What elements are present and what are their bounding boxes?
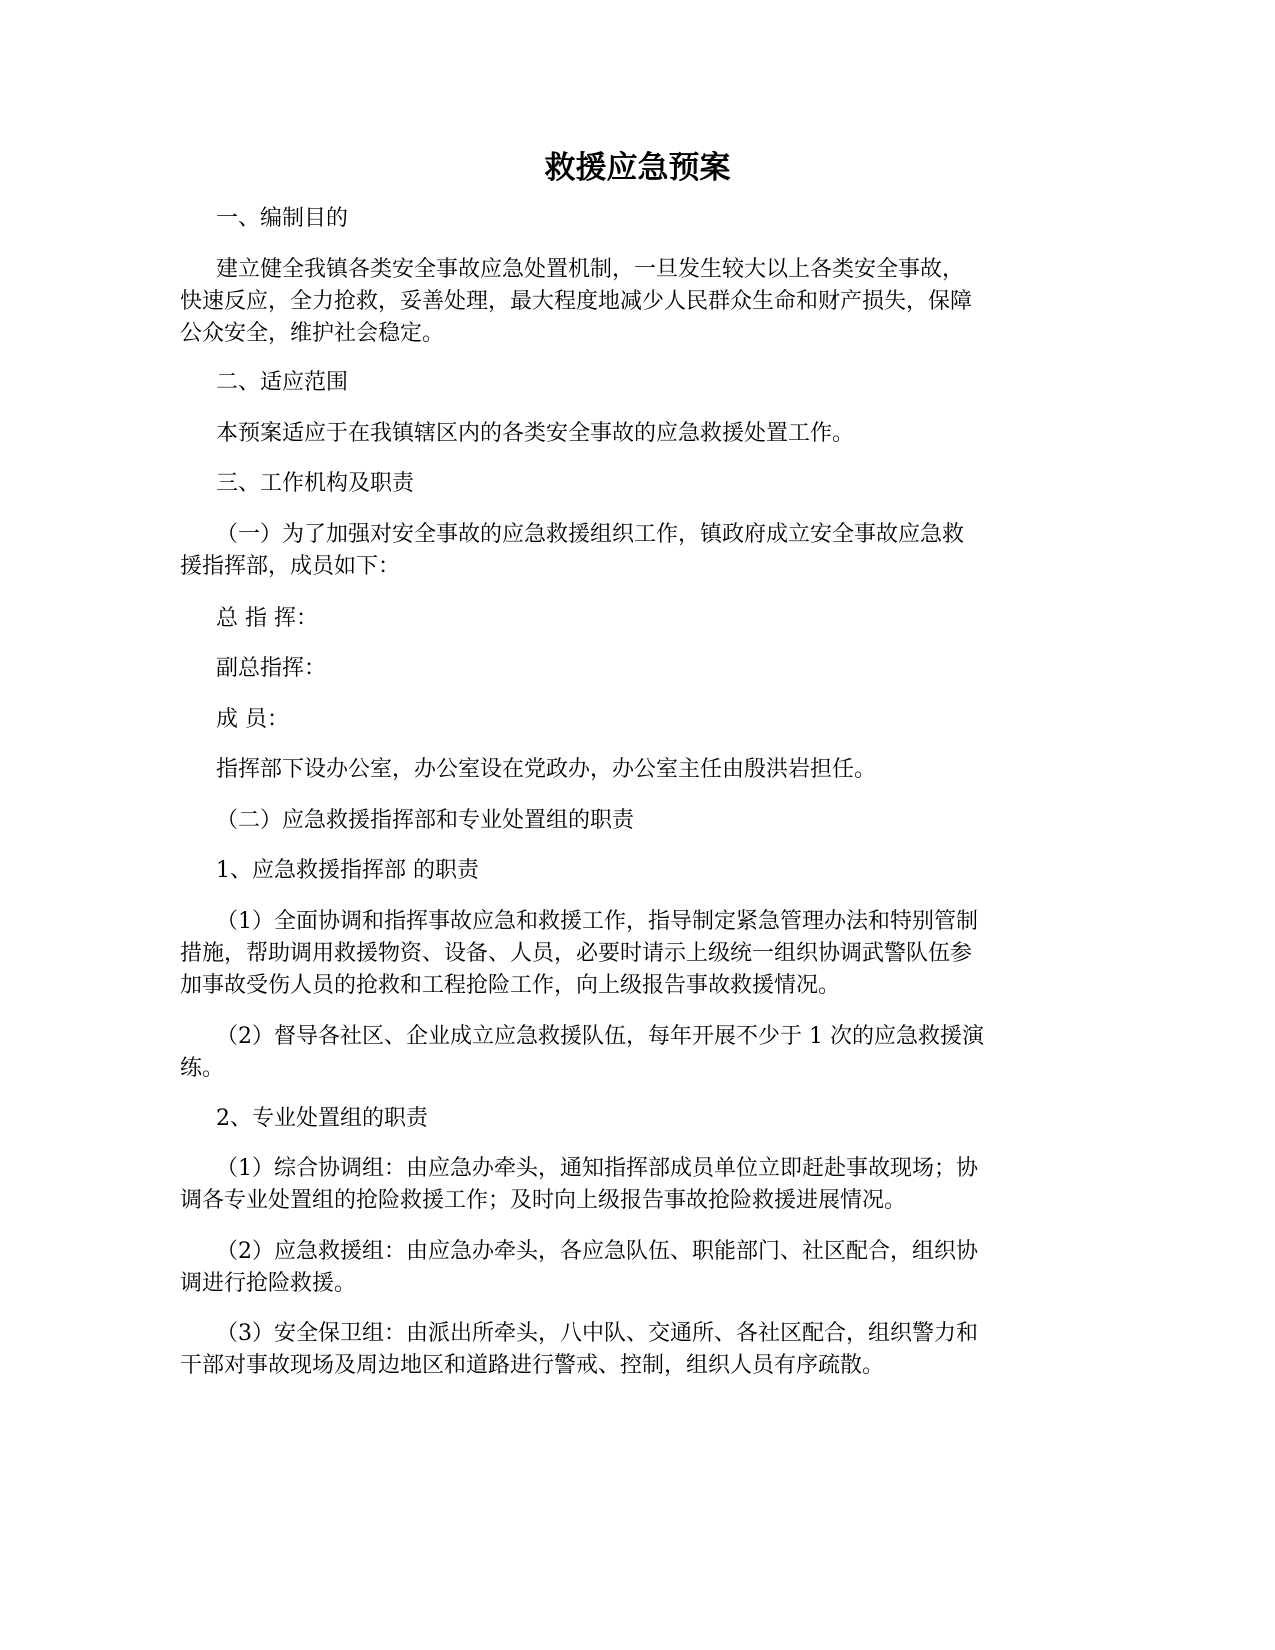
paragraph-line: 公众安全，维护社会稳定。: [180, 321, 445, 346]
paragraph-line: 一、编制目的: [216, 206, 349, 231]
paragraph-line: 加事故受伤人员的抢救和工程抢险工作，向上级报告事故救援情况。: [180, 973, 841, 998]
paragraph-line: （一）为了加强对安全事故的应急救援组织工作，镇政府成立安全事故应急救: [216, 522, 965, 547]
paragraph-sec2-body: [180, 418, 1080, 450]
paragraph-duty2-3: [180, 1318, 1080, 1382]
paragraph-line: 总 指 挥：: [216, 606, 318, 631]
paragraph-sec2-heading: [180, 367, 1080, 399]
paragraph-sec3-heading: [180, 468, 1080, 500]
paragraph-line: 副总指挥：: [216, 656, 327, 681]
paragraph-line: 调各专业处置组的抢险救援工作；及时向上级报告事故抢险救援进展情况。: [180, 1188, 907, 1213]
paragraph-duty1-2: [180, 1021, 1080, 1085]
paragraph-line: 调进行抢险救援。: [180, 1271, 357, 1296]
paragraph-duty1-heading: [180, 855, 1080, 887]
paragraph-line: 措施，帮助调用救援物资、设备、人员，必要时请示上级统一组织协调武警队伍参: [180, 941, 973, 966]
paragraph-sec1-body: [180, 254, 1080, 350]
paragraph-line: 练。: [180, 1056, 225, 1081]
paragraph-line: 快速反应，全力抢救，妥善处理，最大程度地减少人民群众生命和财产损失，保障: [180, 289, 973, 314]
paragraph-members: [180, 704, 1080, 736]
paragraph-line: 2、专业处置组的职责: [216, 1106, 428, 1131]
paragraph-duty2-1: [180, 1153, 1080, 1217]
paragraph-line: 三、工作机构及职责: [216, 471, 415, 496]
paragraph-line: （3）安全保卫组：由派出所牵头，八中队、交通所、各社区配合，组织警力和: [216, 1321, 978, 1346]
paragraph-line: 建立健全我镇各类安全事故应急处置机制，一旦发生较大以上各类安全事故，: [216, 257, 965, 282]
paragraph-line: （1）全面协调和指挥事故应急和救援工作，指导制定紧急管理办法和特别管制: [216, 909, 978, 934]
paragraph-duty2-2: [180, 1236, 1080, 1300]
paragraph-duty2-heading: [180, 1103, 1080, 1135]
paragraph-sec3-2: [180, 805, 1080, 837]
paragraph-deputy-commander: [180, 653, 1080, 685]
paragraph-line: 援指挥部，成员如下：: [180, 554, 401, 579]
paragraph-sec3-1: [180, 519, 1080, 583]
paragraph-commander: [180, 603, 1080, 635]
document-title: 救援应急预案: [544, 150, 731, 186]
paragraph-duty1-1: [180, 906, 1080, 1002]
paragraph-line: 指挥部下设办公室，办公室设在党政办，办公室主任由殷洪岩担任。: [216, 757, 877, 782]
paragraph-line: 1、应急救援指挥部 的职责: [216, 858, 479, 883]
paragraph-office: [180, 754, 1080, 786]
paragraph-line: （二）应急救援指挥部和专业处置组的职责: [216, 808, 635, 833]
paragraph-line: 二、适应范围: [216, 370, 349, 395]
paragraph-line: （1）综合协调组：由应急办牵头，通知指挥部成员单位立即赶赴事故现场；协: [216, 1156, 978, 1181]
paragraph-line: （2）应急救援组：由应急办牵头，各应急队伍、职能部门、社区配合，组织协: [216, 1239, 978, 1264]
paragraph-line: 干部对事故现场及周边地区和道路进行警戒、控制，组织人员有序疏散。: [180, 1353, 885, 1378]
paragraph-line: （2）督导各社区、企业成立应急救援队伍，每年开展不少于 1 次的应急救援演: [216, 1024, 984, 1049]
paragraph-line: 本预案适应于在我镇辖区内的各类安全事故的应急救援处置工作。: [216, 421, 855, 446]
paragraph-line: 成 员：: [216, 707, 289, 732]
paragraph-sec1-heading: [180, 203, 1080, 235]
